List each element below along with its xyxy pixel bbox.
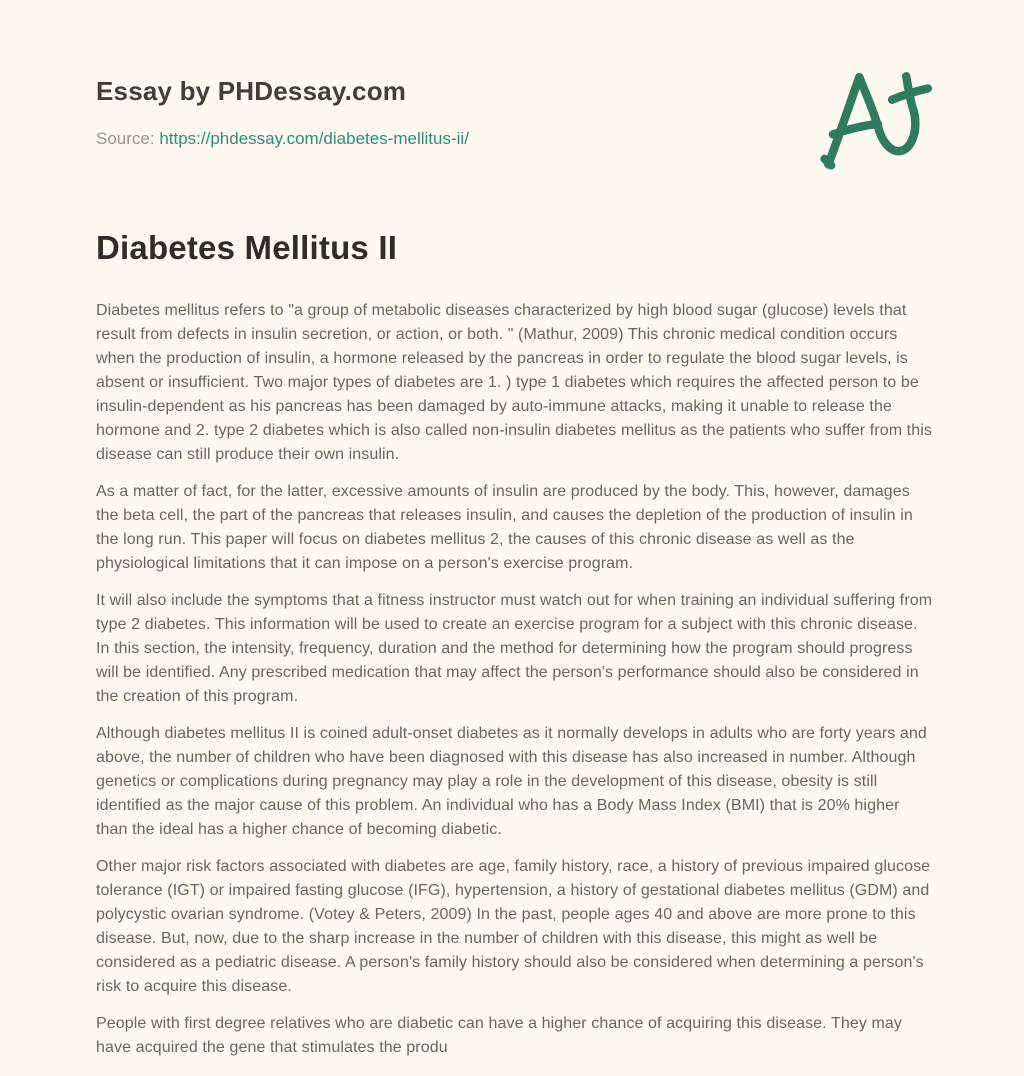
essay-paragraph: As a matter of fact, for the latter, excessive amounts of insulin are produced by the body. This, however, damages the beta cell, the part of the pancreas that releases insulin, and causes the depletion of the production of insulin in the long run. This paper will focus on diabetes mellitus 2, the causes of this chronic disease as well as the physiological limitations that it can impose on a person's exercise program. <box>96 483 913 572</box>
essay-body <box>96 299 934 1060</box>
essay-paragraph: It will also include the symptoms that a fitness instructor must watch out for when training an individual suffering from type 2 diabetes. This information will be used to create an exercise program for a subject with this chronic disease. In this section, the intensity, frequency, duration and the method for determining how the program should progress will be identified. Any prescribed medication that may affect the person's performance should also be considered in the creation of this program. <box>96 592 933 705</box>
essay-paragraph: Although diabetes mellitus II is coined adult-onset diabetes as it normally develops in adults who are forty years and above, the number of children who have been diagnosed with this disease has also increased in number. Although genetics or complications during pregnancy may play a role in the development of this disease, obesity is still identified as the major cause of this problem. An individual who has a Body Mass Index (BMI) that is 20% higher than the ideal has a higher chance of becoming diabetic. <box>96 725 927 838</box>
page-header <box>96 76 930 149</box>
essay-paragraph: Diabetes mellitus refers to "a group of metabolic diseases characterized by high blood sugar (glucose) levels that result from defects in insulin secretion, or action, or both. " (Mathur, 2009) This chronic medical condition occurs when the production of insulin, a hormone released by the pancreas in order to regulate the blood sugar levels, is absent or insufficient. Two major types of diabetes are 1. ) type 1 diabetes which requires the affected person to be insulin-dependent as his pancreas has been damaged by auto-immune attacks, making it unable to release the hormone and 2. type 2 diabetes which is also called non-insulin diabetes mellitus as the patients who suffer from this disease can still produce their own insulin. <box>96 302 932 463</box>
essay-title: Diabetes Mellitus II <box>96 229 398 266</box>
essay-paragraph: People with first degree relatives who are diabetic can have a higher chance of acquiring this disease. They may have acquired the gene that stimulates the produ <box>96 1015 903 1056</box>
source-label: Source: <box>96 129 155 148</box>
site-title: Essay by PHDessay.com <box>96 76 407 106</box>
source-url-link[interactable]: https://phdessay.com/diabetes-mellitus-ii/ <box>159 129 469 148</box>
essay-paragraph: Other major risk factors associated with diabetes are age, family history, race, a history of previous impaired glucose tolerance (IGT) or impaired fasting glucose (IFG), hypertension, a history of gestational diabetes mellitus (GDM) and polycystic ovarian syndrome. (Votey & Peters, 2009) In the past, people ages 40 and above are more prone to this disease. But, now, due to the sharp increase in the number of children with this disease, this might as well be considered as a pediatric disease. A person's family history should also be considered when determining a person's risk to acquire this disease. <box>96 858 931 995</box>
a-plus-grade-logo-icon <box>818 62 940 174</box>
source-line <box>96 129 930 149</box>
